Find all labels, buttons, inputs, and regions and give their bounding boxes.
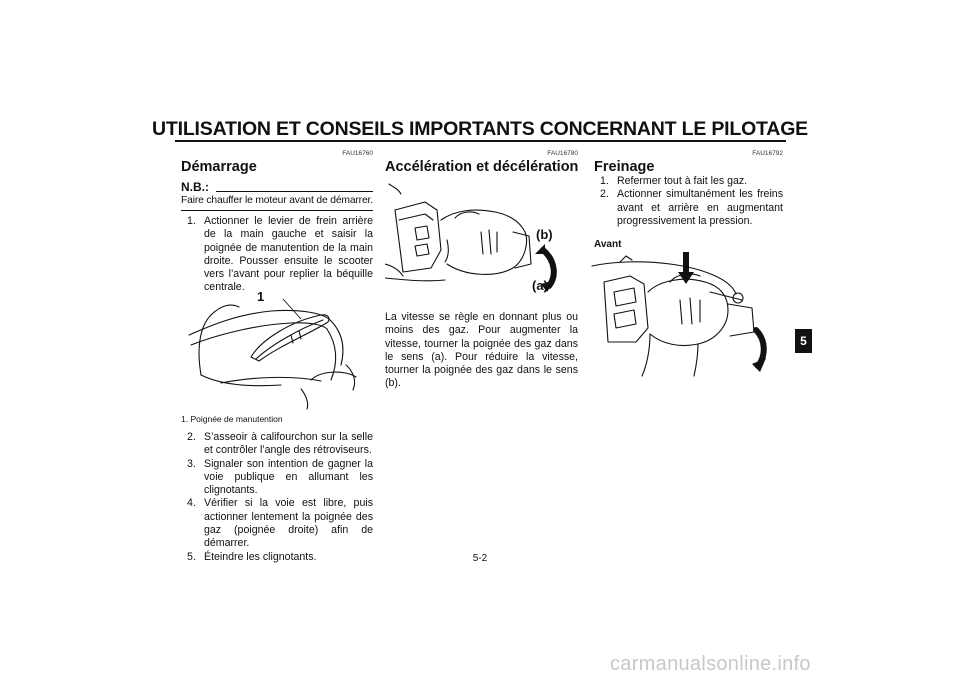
list-item: [187, 497, 373, 550]
nb-text: Faire chauffer le moteur avant de démarrer.: [181, 195, 373, 206]
step-text: S’asseoir à califourchon sur la selle et contrôler l’angle des rétroviseurs.: [204, 431, 373, 457]
step-text: Éteindre les clignotants.: [204, 550, 317, 563]
nb-end-rule: [181, 210, 373, 211]
brake-lever-illustration: [590, 252, 785, 377]
acceleration-paragraph: La vitesse se règle en donnant plus ou moins des gaz. Pour augmenter la vitesse, tourner la poignée des gaz dans le sens (a). Pour réduire la vitesse, tourner la poignée des gaz dans le sens (b).: [385, 311, 578, 390]
section-heading-demarrage: Démarrage: [181, 159, 257, 175]
section-code: FAU16792: [752, 150, 783, 157]
step-text: Refermer tout à fait les gaz.: [617, 175, 748, 187]
steps-list-freinage: [600, 175, 783, 228]
nb-rule: [216, 191, 373, 192]
scooter-handle-illustration: [181, 285, 376, 410]
step-number: 5.: [187, 550, 196, 563]
steps-list-b: [187, 431, 373, 564]
list-item: [187, 458, 373, 498]
list-item: [187, 215, 373, 295]
direction-label-b: (b): [536, 227, 553, 242]
section-code: FAU16760: [342, 150, 373, 157]
step-number: 3.: [187, 457, 196, 470]
step-number: 2.: [187, 431, 196, 443]
section-heading-freinage: Freinage: [594, 159, 655, 175]
figure-label-1: 1: [257, 289, 265, 304]
step-number: 1.: [600, 175, 609, 187]
nb-label: N.B.:: [181, 180, 209, 194]
step-text: Vérifier si la voie est libre, puis actionner lentement la poignée des gaz (poignée droite) afin de démarrer.: [204, 497, 373, 550]
step-number: 4.: [187, 497, 196, 510]
step-text: Actionner simultanément les freins avant et arrière en augmentant progressivement la pression.: [617, 188, 783, 227]
figure-caption: 1. Poignée de manutention: [181, 414, 283, 424]
list-item: [600, 175, 783, 188]
section-code: FAU16780: [547, 150, 578, 157]
section-heading-acceleration: Accélération et décélération: [385, 159, 579, 175]
page-title: UTILISATION ET CONSEILS IMPORTANTS CONCERNANT LE PILOTAGE: [152, 118, 808, 140]
list-item: [187, 431, 373, 458]
step-number: 1.: [187, 215, 196, 227]
step-text: Actionner le levier de frein arrière de la main gauche et saisir la poignée de manutention de la main droite. Pousser ensuite le scooter vers l’avant pour replier la béquille centrale.: [204, 215, 373, 294]
chapter-tab: 5: [795, 329, 812, 353]
page-number: 5-2: [472, 553, 488, 564]
list-item: [600, 188, 783, 228]
steps-list-a: [187, 215, 373, 295]
step-number: 2.: [600, 188, 609, 201]
title-rule: [175, 140, 786, 142]
sub-label-avant: Avant: [594, 239, 622, 250]
step-text: Signaler son intention de gagner la voie publique en allumant les clignotants.: [204, 457, 373, 497]
watermark: carmanualsonline.info: [610, 653, 811, 675]
direction-label-a: (a): [532, 278, 548, 293]
